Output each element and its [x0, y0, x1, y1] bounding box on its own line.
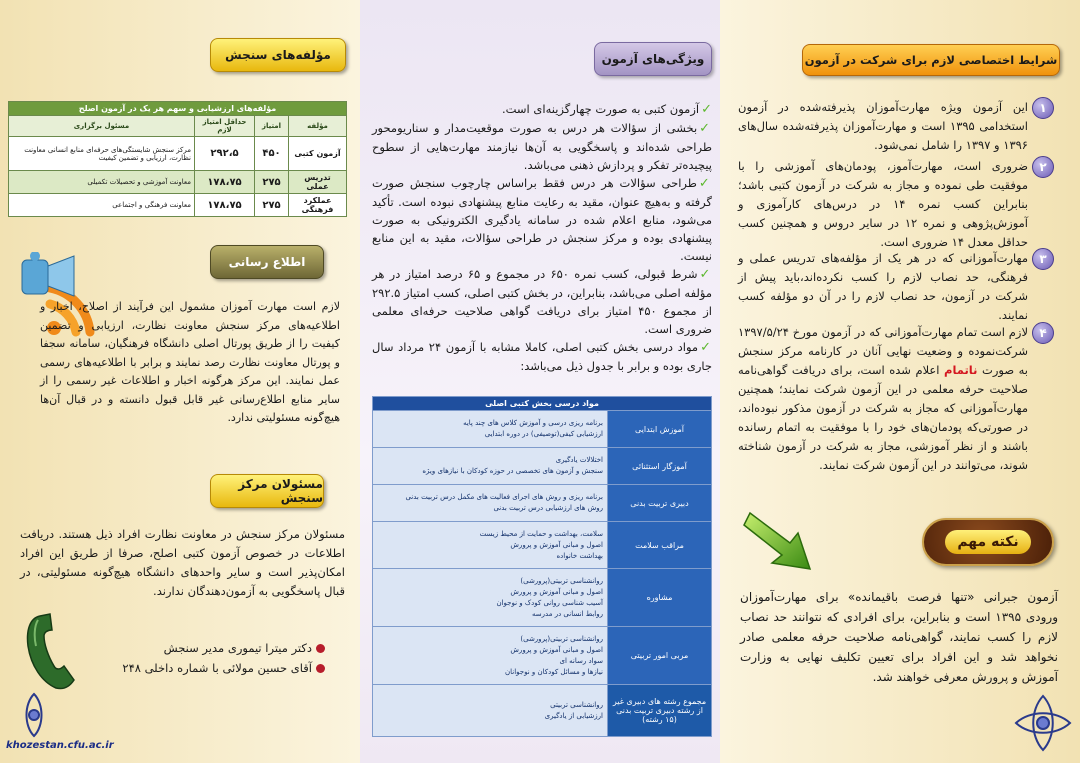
- feature-item: ✓بخشی از سؤالات هر درس به صورت موقعیت‌مدار و سناریومحور طراحی شده‌اند و پاسخگویی به آن‌ها نیازمند مهارت‌هایی از سطوح پیچیده‌تر تفکر و پردازش ذهنی می‌باشد.: [372, 121, 712, 172]
- table-row: مشاوره روانشناسی تربیتی(پرورشی) اصول و مبانی آموزش و پرورش آسیب شناسی روانی کودک و نوجوان روابط انسانی در مدرسه: [373, 569, 712, 627]
- components-title: مؤلفه‌های سنجش: [210, 38, 346, 72]
- info-title: اطلاع رسانی: [210, 245, 324, 279]
- info-text: لازم است مهارت آموزان مشمول این فرآیند از اصلاح، اخبار و اطلاعیه‌های مرکز سنجش معاونت نظارت، ارزیابی و تضمین کیفیت را از طریق پورتال اصلی دانشگاه فرهنگیان، سامانه سجفا و پورتال معاونت نظارت رصد نمایند و برابر با اطلاعیه‌های رسمی عمل نمایند. این مرکز هرگونه اخبار و اطلاعات غیر رسمی را از سایر منابع اطلاع‌رسانی غیر قابل قبول دانسته و در قبال آن‌ها هیچ‌گونه مسئولیتی ندارد.: [40, 300, 340, 424]
- column-header: امتیاز: [255, 116, 289, 137]
- table-row: مجموع رشته های دبیری غیر از رشته دبیری تربیت بدنی (۱۵ رشته) روانشناسی تربیتی ارزشیابی از یادگیری: [373, 685, 712, 737]
- table-row: آزمون کتبی ۴۵۰ ۲۹۲،۵ مرکز سنجش شایستگی‌های حرفه‌ای منابع انسانی معاونت نظارت، ارزیابی و تضمین کیفیت: [9, 137, 347, 171]
- components-table-title: مؤلفه‌های ارزشیابی و سهم هر یک در آزمون اصلح: [9, 102, 347, 116]
- column-header: حداقل امتیاز لازم: [195, 116, 255, 137]
- exam-features-title: ویژگی‌های آزمون: [594, 42, 712, 76]
- conditions-section-title: شرایط اختصاصی لازم برای شرکت در آزمون: [802, 44, 1060, 76]
- footer-url[interactable]: khozestan.cfu.ac.ir: [6, 740, 114, 751]
- item-number: ۴: [1032, 322, 1054, 344]
- table-row: مراقب سلامت سلامت، بهداشت و حمایت از محیط زیست اصول و مبانی آموزش و پرورش بهداشت خانواده: [373, 522, 712, 569]
- table-row: دبیری تربیت بدنی برنامه ریزی و روش های اجرای فعالیت های مکمل درس تربیت بدنی روش های ارزشیابی درس تربیت بدنی: [373, 485, 712, 522]
- feature-item: ✓مواد درسی بخش کتبی اصلی، کاملا مشابه با آزمون ۲۴ مرداد سال جاری بوده و برابر با جدول ذیل می‌باشد:: [372, 340, 712, 373]
- components-table: [8, 101, 347, 217]
- table-row: تدریس عملی ۲۷۵ ۱۷۸،۷۵ معاونت آموزشی و تحصیلات تکمیلی: [9, 171, 347, 194]
- feature-item: ✓شرط قبولی، کسب نمره ۶۵۰ در مجموع و ۶۵ درصد امتیاز در هر مؤلفه اصلی می‌باشد، بنابراین، در بخش کتبی اصلی، کسب امتیاز ۲۹۲.۵ از مجموع ۴۵۰ امتیاز برای دریافت گواهی صلاحیت حرفه‌ای معلمی ضروری است.: [372, 267, 712, 336]
- condition-item-4: لازم است تمام مهارت‌آموزانی که در آزمون مورخ ۱۳۹۷/۵/۲۴ شرکت‌نموده و وضعیت نهایی آنان در کارنامه مرکز سنجش به صورت ناتمام اعلام شده است، برای دریافت گواهی‌نامه صلاحیت حرفه معلمی در این آزمون شرکت نمایند؛ همچنین مهارت‌آموزانی که مجاز به شرکت در آزمون مذکور نبوده‌اند، در صورتی‌که پودمان‌های خود را با موفقیت به اتمام رسانده باشند و از نظر آموزشی، مجاز به شرکت در آزمون شناخته شوند، می‌توانند در این آزمون شرکت نمایند.: [738, 325, 1028, 472]
- features-list: [372, 100, 712, 375]
- phone-icon: [26, 612, 84, 690]
- subjects-table-title: مواد درسی بخش کتبی اصلی: [373, 397, 712, 411]
- item-number: ۲: [1032, 156, 1054, 178]
- bullet-icon: [316, 664, 325, 673]
- column-header: مسئول برگزاری: [9, 116, 195, 137]
- table-row: آموزش ابتدایی برنامه ریزی درسی و آموزش کلاس های چند پایه ارزشیابی کیفی(توصیفی) در دوره ابتدایی: [373, 411, 712, 448]
- arrow-icon: [740, 505, 830, 575]
- feature-item: ✓طراحی سؤالات هر درس فقط براساس چارچوب سنجش صورت گرفته و به‌هیچ عنوان، مقید به رعایت منابع پیشنهادی نبوده است. تأکید می‌شود، منابع اعلام شده در سامانه یادگیری الکترونیکی به صورت پیشنهادی بوده و مرکز سنجش در طراحی سؤالات، مقید به این منابع نیست.: [372, 176, 712, 263]
- ornament-icon: [4, 690, 64, 740]
- feature-item: ✓آزمون کتبی به صورت چهارگزینه‌ای است.: [501, 102, 712, 117]
- important-note-badge: نکته مهم: [922, 518, 1054, 566]
- bullet-icon: [316, 644, 325, 653]
- table-row: آموزگار استثنائی اختلالات یادگیری سنجش و آزمون های تخصصی در حوزه کودکان با نیازهای ویژه: [373, 448, 712, 485]
- contacts-list: [80, 638, 325, 678]
- contact-item: آقای حسین مولائی با شماره داخلی ۲۴۸: [80, 658, 325, 678]
- important-note-text: آزمون جبرانی «تنها فرصت باقیمانده» برای مهارت‌آموزان ورودی ۱۳۹۵ است و بنابراین، برای افرادی که نتوانند حد نصاب لازم را کسب نمایند، گواهی‌نامه صلاحیت حرفه معلمی صادر نخواهد شد و این افراد برای تعیین تکلیف نهایی به وزارت آموزش و پرورش معرفی خواهند شد.: [740, 590, 1058, 684]
- item-number: ۳: [1032, 248, 1054, 270]
- condition-item-1: این آزمون ویژه مهارت‌آموزان پذیرفته‌شده در آزمون استخدامی ۱۳۹۵ است و مهارت‌آموزان پذیرفته‌شده سال‌های ۱۳۹۶ و ۱۳۹۷ را شامل نمی‌شود.: [738, 100, 1028, 152]
- officials-title: مسئولان مرکز سنجش: [210, 474, 324, 508]
- ornament-icon: [1010, 690, 1076, 756]
- item-number: ۱: [1032, 97, 1054, 119]
- condition-item-3: مهارت‌آموزانی که در هر یک از مؤلفه‌های تدریس عملی و فرهنگی، حد نصاب لازم را کسب نکرده‌اند،باید پیش از شرکت در آزمون، حد نصاب لازم را در آن دو مؤلفه کسب نمایند.: [738, 251, 1028, 322]
- condition-item-2: ضروری است، مهارت‌آموز، پودمان‌های آموزشی را با موفقیت طی نموده و مجاز به شرکت در آزمون کتبی باشد؛ بنابراین کسب نمره ۱۴ در درس‌های کارآموزی و آموزش‌پژوهی و نمره ۱۲ در سایر دروس و همچنین کسب حداقل معدل ۱۴ ضروری است.: [738, 159, 1028, 249]
- table-row: عملکرد فرهنگی ۲۷۵ ۱۷۸،۷۵ معاونت فرهنگی و اجتماعی: [9, 194, 347, 217]
- contact-item: دکتر میترا تیموری مدیر سنجش: [80, 638, 325, 658]
- column-header: مؤلفه: [289, 116, 347, 137]
- status-highlight: ناتمام: [944, 363, 978, 377]
- officials-text: مسئولان مرکز سنجش در معاونت نظارت افراد ذیل هستند. دریافت اطلاعات در خصوص آزمون کتبی اصلح، صرفا از طریق این افراد امکان‌پذیر است و سایر واحدهای دانشگاه هیچ‌گونه مسئولیتی، در قبال پاسخگویی به آزمون‌دهندگان ندارند.: [20, 527, 345, 598]
- table-row: مربی امور تربیتی روانشناسی تربیتی(پرورشی) اصول و مبانی آموزش و پرورش سواد رسانه ای نیازها و مسائل کودکان و نوجوانان: [373, 627, 712, 685]
- subjects-table: [372, 396, 712, 737]
